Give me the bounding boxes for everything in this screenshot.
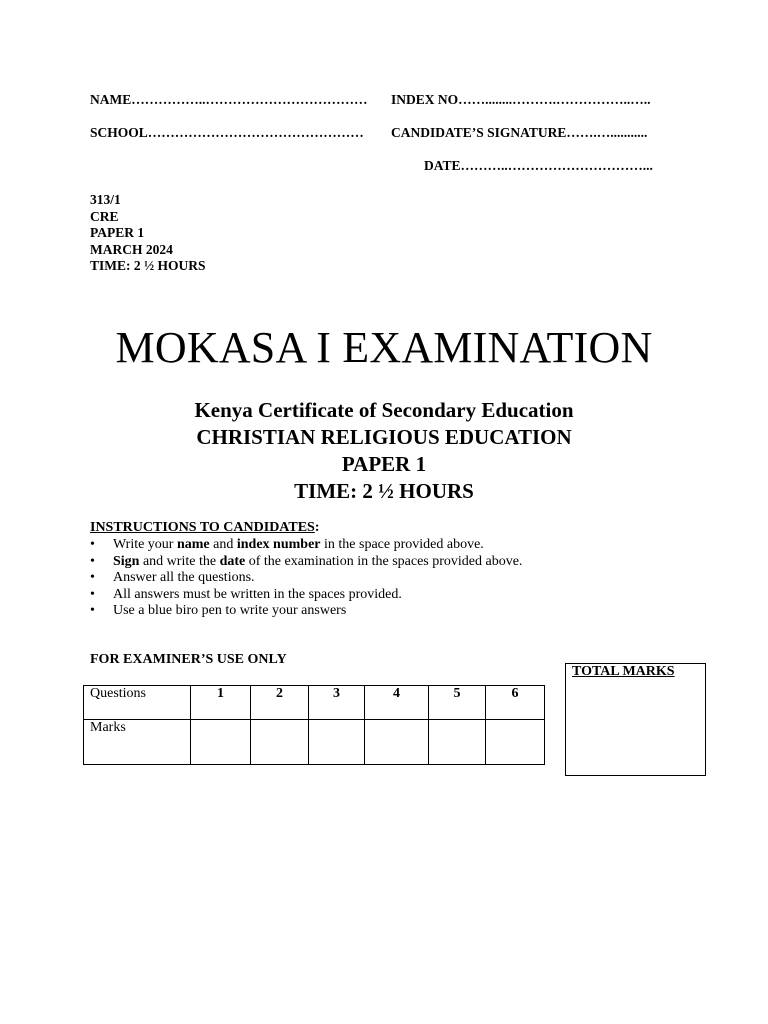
instructions-list <box>90 537 522 620</box>
marks-table <box>83 685 545 765</box>
question-number: 1 <box>191 686 251 720</box>
bullet-icon: • <box>90 603 95 618</box>
instruction-bold: Sign <box>113 553 140 569</box>
paper-number: PAPER 1 <box>90 225 145 240</box>
subject-short: CRE <box>90 208 119 224</box>
instruction-text: and write the <box>139 553 220 569</box>
instruction-text: Write your <box>113 537 177 552</box>
instruction-text: of the examination in the spaces provided above. <box>245 553 523 569</box>
instruction-item <box>90 603 522 620</box>
exam-month-year: MARCH 2024 <box>90 241 173 257</box>
table-row <box>84 720 545 765</box>
marks-cell[interactable] <box>365 720 429 765</box>
instruction-text: Answer all the questions. <box>113 570 255 585</box>
subject-title: CHRISTIAN RELIGIOUS EDUCATION <box>196 425 572 449</box>
marks-cell[interactable] <box>251 720 309 765</box>
paper-title: PAPER 1 <box>341 452 427 476</box>
instruction-item <box>90 554 522 571</box>
name-field-label: NAME……………..……………………………… <box>90 92 368 107</box>
school-field-label: SCHOOL………………………………………… <box>90 125 364 140</box>
total-marks-label: TOTAL MARKS <box>572 664 675 679</box>
instruction-item <box>90 587 522 604</box>
candidate-signature-field-label: CANDIDATE’S SIGNATURE…….…........... <box>391 125 648 140</box>
marks-cell[interactable] <box>486 720 545 765</box>
paper-time: TIME: 2 ½ HOURS <box>90 258 206 273</box>
instruction-text: in the space provided above. <box>320 537 484 552</box>
instructions-heading <box>90 520 320 536</box>
paper-meta <box>90 192 206 275</box>
question-number: 6 <box>486 686 545 720</box>
time-title: TIME: 2 ½ HOURS <box>294 479 474 503</box>
exam-title: MOKASA I EXAMINATION <box>115 323 653 372</box>
instruction-bold: name <box>176 537 210 552</box>
instructions-heading-text: INSTRUCTIONS TO CANDIDATES <box>90 520 315 535</box>
examiner-heading: FOR EXAMINER’S USE ONLY <box>90 652 287 667</box>
question-number: 4 <box>365 686 429 720</box>
instruction-bold: date <box>219 553 246 569</box>
school-field <box>90 125 364 141</box>
marks-cell[interactable] <box>191 720 251 765</box>
instruction-text: All answers must be written in the spaces provided. <box>113 586 402 602</box>
instruction-text: Use a blue biro pen to write your answers <box>113 603 347 618</box>
bullet-icon: • <box>90 553 95 569</box>
marks-cell[interactable] <box>429 720 486 765</box>
index-no-field <box>391 92 651 108</box>
total-marks-box[interactable] <box>565 663 706 776</box>
date-field <box>424 158 653 174</box>
marks-cell[interactable] <box>309 720 365 765</box>
bullet-icon: • <box>90 586 95 602</box>
question-number: 3 <box>309 686 365 720</box>
instructions-heading-colon: : <box>314 520 320 535</box>
certificate-title: Kenya Certificate of Secondary Education <box>194 398 574 422</box>
name-field <box>90 92 368 108</box>
bullet-icon: • <box>90 537 95 552</box>
instruction-item <box>90 537 522 554</box>
date-field-label: DATE………..…………………………... <box>424 158 653 173</box>
paper-code: 313/1 <box>90 192 121 207</box>
candidate-signature-field <box>391 125 647 141</box>
question-number: 2 <box>251 686 309 720</box>
question-number: 5 <box>429 686 486 720</box>
marks-label: Marks <box>84 720 191 765</box>
instruction-text: and <box>209 537 237 552</box>
instruction-item <box>90 570 522 587</box>
index-no-field-label: INDEX NO……........……….……………..….. <box>391 92 651 107</box>
bullet-icon: • <box>90 570 95 585</box>
questions-label: Questions <box>84 686 191 720</box>
table-row <box>84 686 545 720</box>
instruction-bold: index number <box>236 537 321 552</box>
